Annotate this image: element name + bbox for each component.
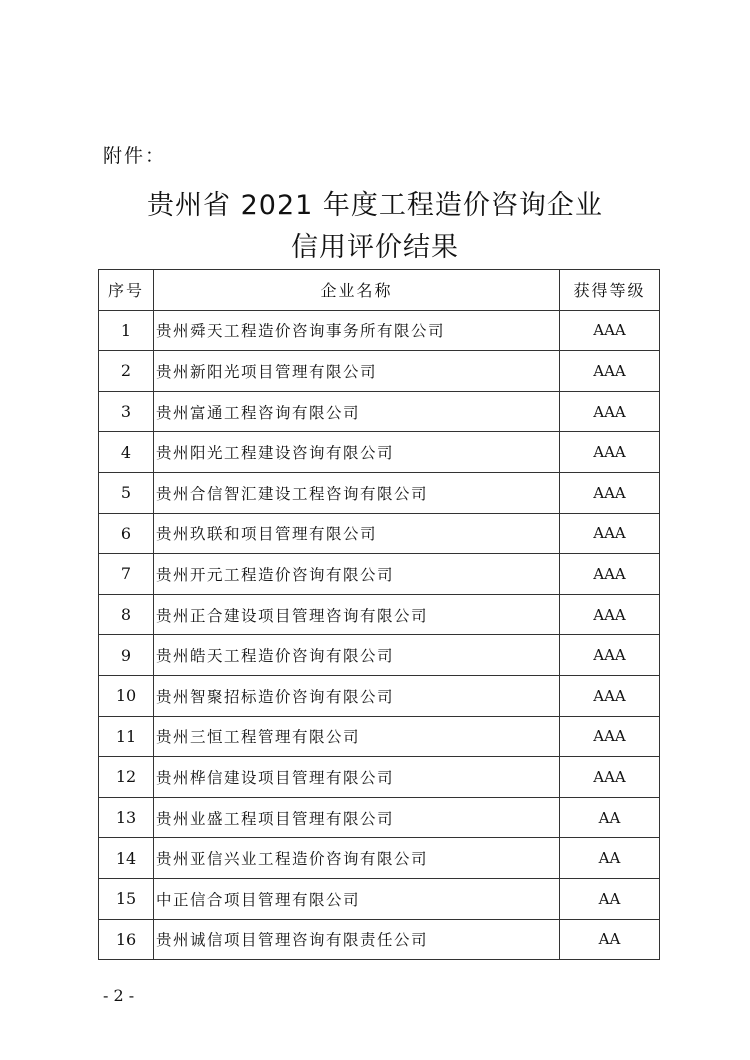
page-number: - 2 -: [103, 986, 135, 1005]
company-name-cell: 贵州诚信项目管理咨询有限责任公司: [154, 919, 560, 960]
header-rating-grade: 获得等级: [560, 270, 660, 311]
serial-number-cell: 12: [99, 757, 154, 798]
serial-number-cell: 10: [99, 675, 154, 716]
table-row: [99, 432, 660, 473]
serial-number-cell: 13: [99, 797, 154, 838]
serial-number-cell: 9: [99, 635, 154, 676]
serial-number-cell: 2: [99, 351, 154, 392]
serial-number-cell: 1: [99, 310, 154, 351]
rating-grade-cell: AAA: [560, 594, 660, 635]
table-row: [99, 919, 660, 960]
company-name-cell: 贵州正合建设项目管理咨询有限公司: [154, 594, 560, 635]
table-row: [99, 797, 660, 838]
rating-grade-cell: AAA: [560, 351, 660, 392]
company-name-cell: 贵州富通工程咨询有限公司: [154, 391, 560, 432]
rating-grade-cell: AAA: [560, 675, 660, 716]
table-row: [99, 351, 660, 392]
rating-grade-cell: AAA: [560, 432, 660, 473]
table-row: [99, 310, 660, 351]
serial-number-cell: 4: [99, 432, 154, 473]
company-name-cell: 中正信合项目管理有限公司: [154, 878, 560, 919]
document-title-line-2: 信用评价结果: [291, 232, 459, 263]
table-row: [99, 554, 660, 595]
rating-grade-cell: AA: [560, 919, 660, 960]
serial-number-cell: 16: [99, 919, 154, 960]
rating-grade-cell: AAA: [560, 310, 660, 351]
document-title-line-1: 贵州省 2021 年度工程造价咨询企业: [147, 190, 603, 221]
table-row: [99, 757, 660, 798]
rating-grade-cell: AA: [560, 838, 660, 879]
rating-grade-cell: AA: [560, 797, 660, 838]
rating-grade-cell: AAA: [560, 757, 660, 798]
table-row: [99, 878, 660, 919]
header-serial-number: 序号: [99, 270, 154, 311]
table-row: [99, 472, 660, 513]
table-row: [99, 675, 660, 716]
company-name-cell: 贵州舜天工程造价咨询事务所有限公司: [154, 310, 560, 351]
table-row: [99, 391, 660, 432]
serial-number-cell: 6: [99, 513, 154, 554]
rating-grade-cell: AAA: [560, 513, 660, 554]
serial-number-cell: 5: [99, 472, 154, 513]
company-name-cell: 贵州开元工程造价咨询有限公司: [154, 554, 560, 595]
serial-number-cell: 15: [99, 878, 154, 919]
rating-grade-cell: AAA: [560, 554, 660, 595]
table-row: [99, 635, 660, 676]
rating-grade-cell: AA: [560, 878, 660, 919]
company-name-cell: 贵州桦信建设项目管理有限公司: [154, 757, 560, 798]
table-header-row: [99, 270, 660, 311]
table-row: [99, 513, 660, 554]
rating-grade-cell: AAA: [560, 635, 660, 676]
company-name-cell: 贵州业盛工程项目管理有限公司: [154, 797, 560, 838]
serial-number-cell: 8: [99, 594, 154, 635]
rating-grade-cell: AAA: [560, 472, 660, 513]
company-name-cell: 贵州新阳光项目管理有限公司: [154, 351, 560, 392]
header-company-name: 企业名称: [154, 270, 560, 311]
serial-number-cell: 7: [99, 554, 154, 595]
serial-number-cell: 3: [99, 391, 154, 432]
serial-number-cell: 14: [99, 838, 154, 879]
company-name-cell: 贵州智聚招标造价咨询有限公司: [154, 675, 560, 716]
company-name-cell: 贵州亚信兴业工程造价咨询有限公司: [154, 838, 560, 879]
attachment-label: 附件：: [103, 145, 167, 167]
credit-rating-table: [98, 269, 660, 960]
company-name-cell: 贵州合信智汇建设工程咨询有限公司: [154, 472, 560, 513]
company-name-cell: 贵州皓天工程造价咨询有限公司: [154, 635, 560, 676]
company-name-cell: 贵州三恒工程管理有限公司: [154, 716, 560, 757]
table-row: [99, 716, 660, 757]
rating-grade-cell: AAA: [560, 716, 660, 757]
serial-number-cell: 11: [99, 716, 154, 757]
company-name-cell: 贵州玖联和项目管理有限公司: [154, 513, 560, 554]
rating-grade-cell: AAA: [560, 391, 660, 432]
table-row: [99, 838, 660, 879]
company-name-cell: 贵州阳光工程建设咨询有限公司: [154, 432, 560, 473]
table-row: [99, 594, 660, 635]
